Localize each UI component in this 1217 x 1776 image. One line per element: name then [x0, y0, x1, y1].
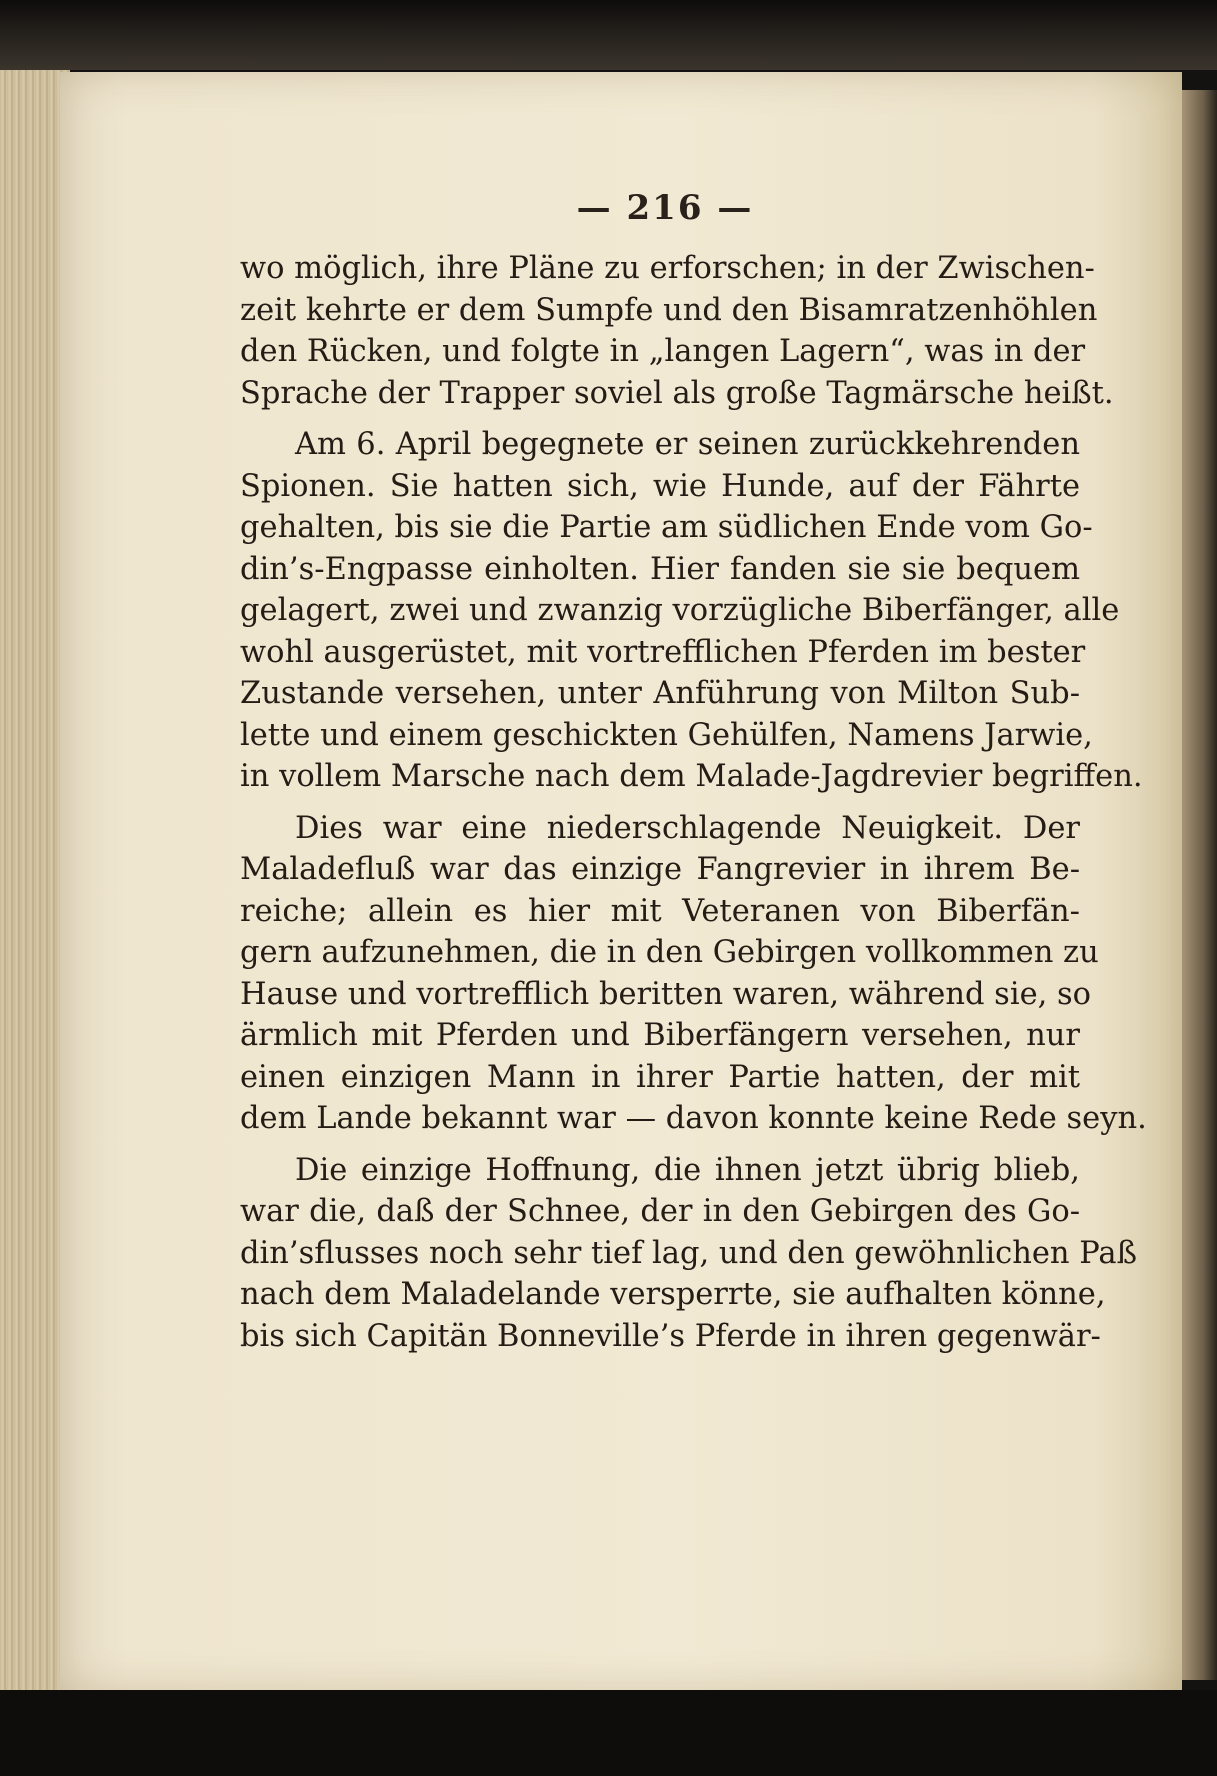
- text-line: den Rücken, und folgte in „langen Lagern“, was in der: [240, 334, 1086, 369]
- text-line: ärmlich mit Pferden und Biberfängern versehen, nur: [240, 1018, 1080, 1053]
- text-line: wohl ausgerüstet, mit vortrefflichen Pferden im bester: [240, 634, 1086, 670]
- text-line: Dies war eine niederschlagende Neuigkeit. Der: [295, 810, 1080, 846]
- body-text: [240, 248, 1147, 1357]
- book-top-edge: [0, 0, 1217, 70]
- text-line: Sprache der Trapper soviel als große Tagmärsche heißt.: [240, 375, 1114, 411]
- text-line: bis sich Capitän Bonneville’s Pferde in ihren gegenwär-: [240, 1318, 1101, 1354]
- text-line: in vollem Marsche nach dem Malade-Jagdrevier begriffen.: [240, 759, 1143, 794]
- text-line: Maladefluß war das einzige Fangrevier in ihrem Be-: [240, 852, 1080, 887]
- text-line: Am 6. April begegnete er seinen zurückkehrenden: [295, 427, 1080, 462]
- text-line: gelagert, zwei und zwanzig vorzügliche Biberfänger, alle: [240, 593, 1120, 628]
- page-number: — 216 —: [576, 188, 754, 228]
- text-line: einen einzigen Mann in ihrer Partie hatten, der mit: [240, 1059, 1080, 1095]
- text-line: reiche; allein es hier mit Veteranen von Biberfän-: [240, 893, 1080, 929]
- text-line: war die, daß der Schnee, der in den Gebirgen des Go-: [240, 1194, 1080, 1229]
- text-line: gehalten, bis sie die Partie am südlichen Ende vom Go-: [240, 510, 1093, 545]
- text-line: gern aufzunehmen, die in den Gebirgen vollkommen zu: [240, 935, 1099, 970]
- text-line: zeit kehrte er dem Sumpfe und den Bisamratzenhöhlen: [240, 292, 1098, 328]
- text-line: din’s-Engpasse einholten. Hier fanden sie sie bequem: [240, 551, 1080, 587]
- book-bottom-edge: [0, 1690, 1217, 1776]
- book-gutter-edge: [1182, 90, 1217, 1680]
- text-line: nach dem Maladelande versperrte, sie aufhalten könne,: [240, 1277, 1106, 1312]
- text-line: wo möglich, ihre Pläne zu erforschen; in der Zwischen-: [240, 251, 1095, 286]
- text-line: Zustande versehen, unter Anführung von Milton Sub-: [240, 676, 1080, 711]
- text-line: Hause und vortrefflich beritten waren, während sie, so: [240, 976, 1092, 1012]
- text-line: dem Lande bekannt war — davon konnte keine Rede seyn.: [240, 1101, 1147, 1136]
- text-line: lette und einem geschickten Gehülfen, Namens Jarwie,: [240, 717, 1093, 753]
- text-line: Spionen. Sie hatten sich, wie Hunde, auf der Fährte: [240, 468, 1080, 504]
- text-line: Die einzige Hoffnung, die ihnen jetzt übrig blieb,: [295, 1152, 1080, 1188]
- text-line: din’sflusses noch sehr tief lag, und den gewöhnlichen Paß: [240, 1235, 1137, 1271]
